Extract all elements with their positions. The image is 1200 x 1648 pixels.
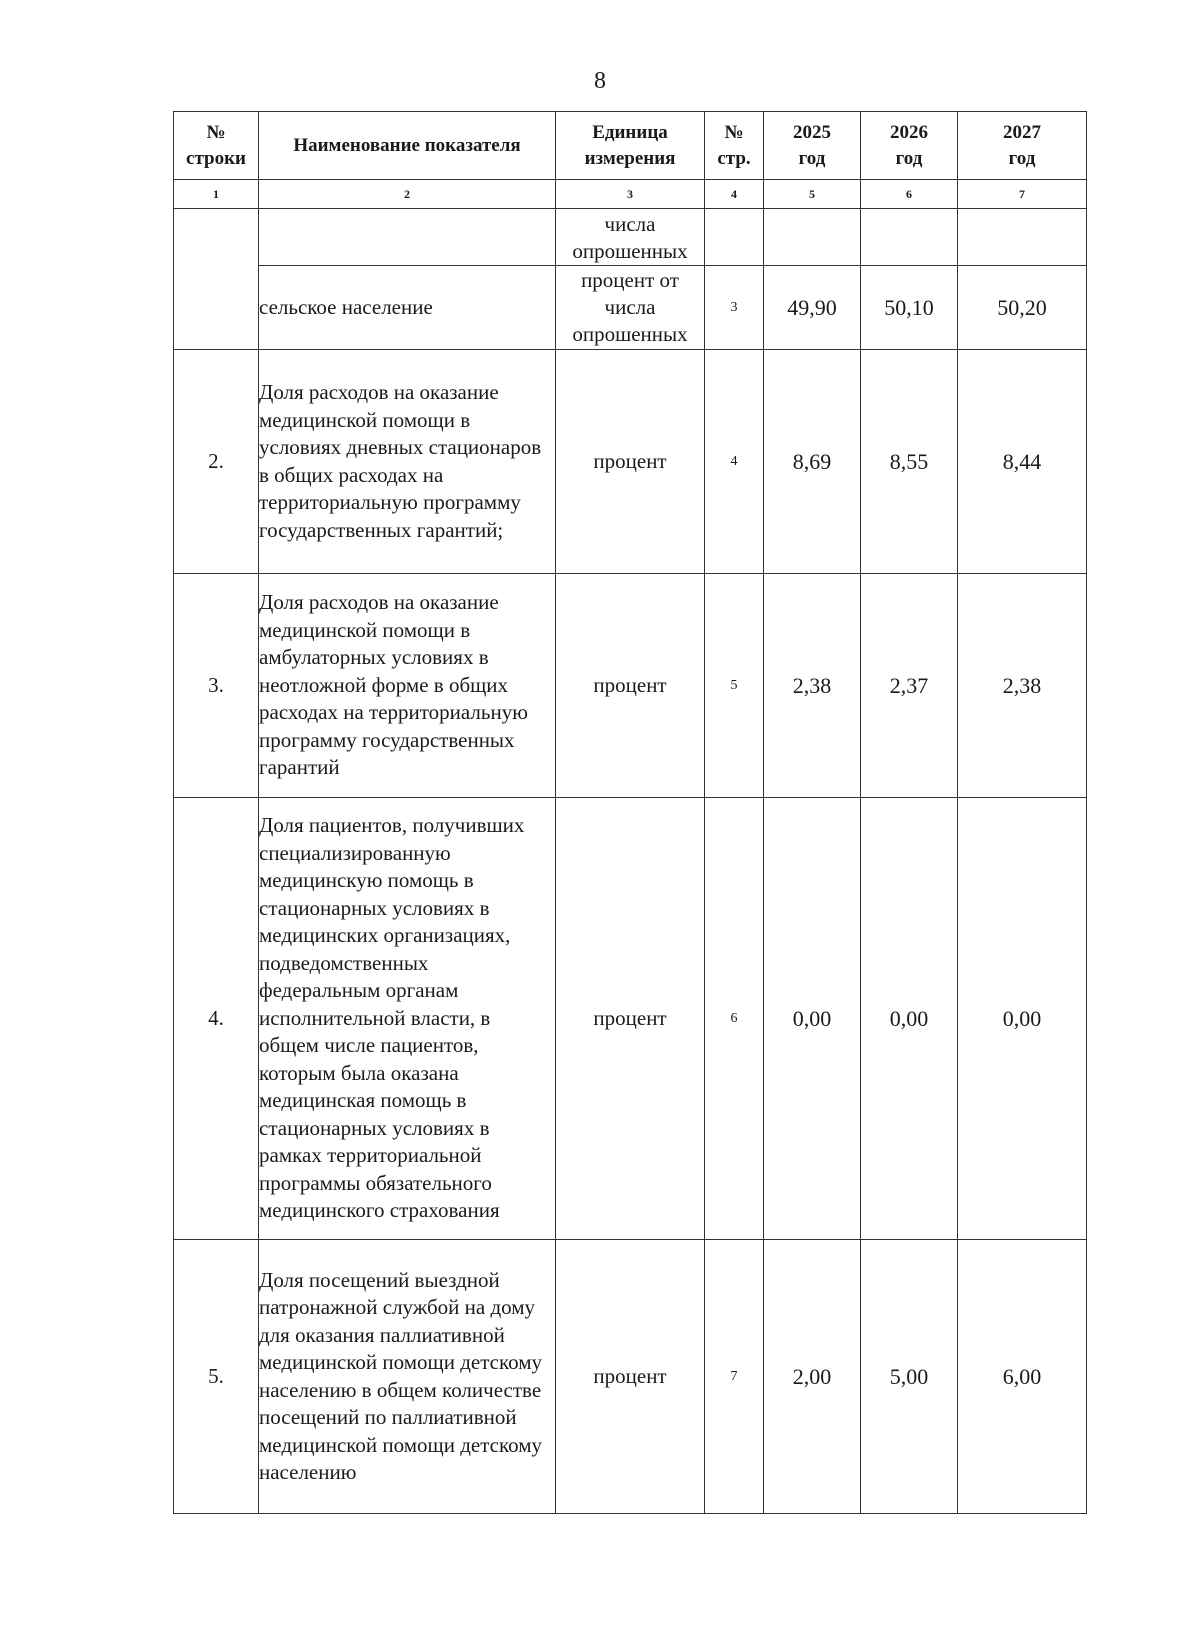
table-row [174, 1240, 1087, 1514]
column-number: 4 [705, 180, 764, 209]
unit: процент от числа опрошенных [556, 266, 705, 350]
table-row [174, 209, 1087, 266]
unit: процент [556, 574, 705, 798]
value-2026 [861, 209, 958, 266]
line-number: 5 [705, 574, 764, 798]
row-number: 3. [174, 574, 259, 798]
unit: процент [556, 1240, 705, 1514]
line-number: 6 [705, 798, 764, 1240]
line-number [705, 209, 764, 266]
value-2026: 2,37 [861, 574, 958, 798]
value-2027: 2,38 [958, 574, 1087, 798]
value-2026: 50,10 [861, 266, 958, 350]
indicator-name [259, 209, 556, 266]
column-number: 1 [174, 180, 259, 209]
value-2027: 6,00 [958, 1240, 1087, 1514]
value-2027: 8,44 [958, 350, 1087, 574]
table-row [174, 574, 1087, 798]
indicator-name: Доля расходов на оказание медицинской помощи в условиях дневных стационаров в общих расходах на территориальную программу государственных гарантий; [259, 350, 556, 574]
indicator-name: сельское население [259, 266, 556, 350]
header-2026: 2026 год [861, 112, 958, 180]
header-2025: 2025 год [764, 112, 861, 180]
line-number: 4 [705, 350, 764, 574]
value-2025 [764, 209, 861, 266]
column-number: 2 [259, 180, 556, 209]
row-number: 5. [174, 1240, 259, 1514]
column-number: 3 [556, 180, 705, 209]
value-2027: 0,00 [958, 798, 1087, 1240]
header-2027: 2027 год [958, 112, 1087, 180]
indicators-table [173, 111, 1087, 1514]
value-2025: 2,00 [764, 1240, 861, 1514]
value-2026: 8,55 [861, 350, 958, 574]
column-number: 6 [861, 180, 958, 209]
value-2025: 2,38 [764, 574, 861, 798]
unit: числа опрошенных [556, 209, 705, 266]
value-2025: 8,69 [764, 350, 861, 574]
column-number: 5 [764, 180, 861, 209]
unit: процент [556, 798, 705, 1240]
row-number: 2. [174, 350, 259, 574]
column-numbers-row [174, 180, 1087, 209]
value-2027 [958, 209, 1087, 266]
column-number: 7 [958, 180, 1087, 209]
indicator-name: Доля посещений выездной патронажной службой на дому для оказания паллиативной медицинской помощи детскому населению в общем количестве посещений по паллиативной медицинской помощи детскому населению [259, 1240, 556, 1514]
indicator-name: Доля пациентов, получивших специализированную медицинскую помощь в стационарных условиях в медицинских организациях, подведомственных федеральным органам исполнительной власти, в общем числе пациентов, которым была оказана медицинская помощь в стационарных условиях в рамках территориальной программы обязательного медицинского страхования [259, 798, 556, 1240]
line-number: 3 [705, 266, 764, 350]
value-2027: 50,20 [958, 266, 1087, 350]
header-row-number: № строки [174, 112, 259, 180]
value-2025: 49,90 [764, 266, 861, 350]
table-row [174, 266, 1087, 350]
header-unit: Единица измерения [556, 112, 705, 180]
value-2026: 0,00 [861, 798, 958, 1240]
unit: процент [556, 350, 705, 574]
indicator-name: Доля расходов на оказание медицинской помощи в амбулаторных условиях в неотложной форме в общих расходах на территориальную программу государственных гарантий [259, 574, 556, 798]
table-row [174, 798, 1087, 1240]
row-number [174, 209, 259, 350]
header-indicator-name: Наименование показателя [259, 112, 556, 180]
row-number: 4. [174, 798, 259, 1240]
value-2025: 0,00 [764, 798, 861, 1240]
line-number: 7 [705, 1240, 764, 1514]
value-2026: 5,00 [861, 1240, 958, 1514]
page-number: 8 [594, 68, 606, 94]
table-row [174, 350, 1087, 574]
header-line-number: № стр. [705, 112, 764, 180]
header-row [174, 112, 1087, 180]
